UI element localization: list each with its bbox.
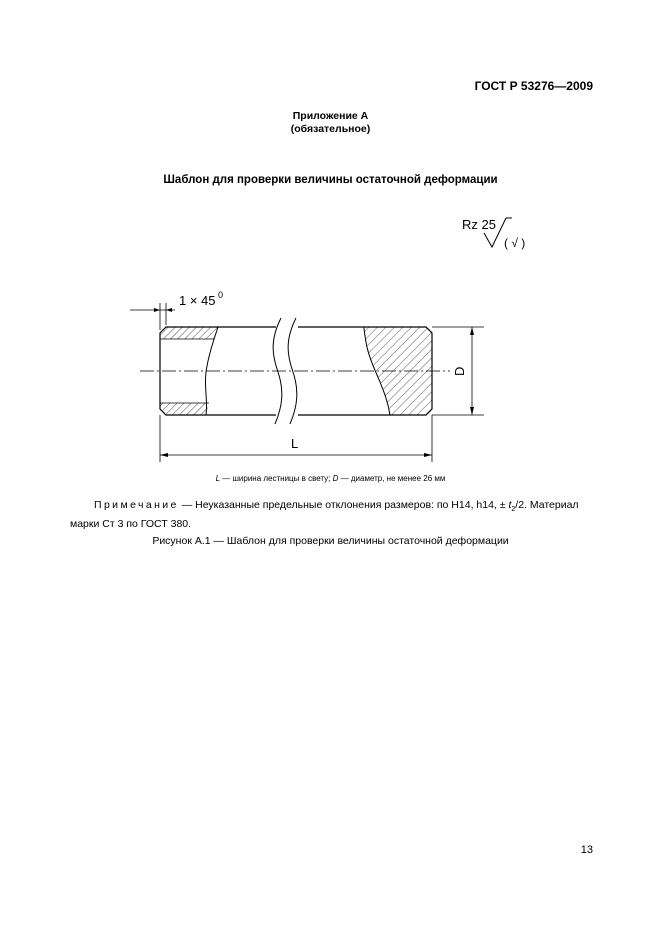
section-title: Шаблон для проверки величины остаточной деформации	[163, 174, 498, 186]
note-paragraph	[70, 498, 594, 531]
legend-l-text: — ширина лестницы в свету;	[220, 474, 333, 483]
legend-l-symbol: L	[215, 474, 221, 483]
page-number: 13	[580, 844, 593, 856]
dim-length-label: L	[291, 436, 299, 451]
note-t-subscript: 2	[511, 506, 516, 514]
note-t-symbol: t	[508, 499, 512, 511]
note-label: Примечание	[94, 499, 179, 511]
figure-caption: Рисунок А.1 — Шаблон для проверки величины остаточной деформации	[152, 535, 509, 547]
legend-d-text: — диаметр, не менее 26 мм	[338, 474, 446, 483]
part-body	[140, 318, 450, 424]
standard-code: ГОСТ Р 53276—2009	[474, 79, 593, 93]
chamfer-dimension	[130, 290, 223, 330]
legend-d-symbol: D	[332, 474, 339, 483]
note-text-after: /2. Материал марки Ст 3 по ГОСТ 380.	[70, 499, 579, 531]
figure-legend	[0, 474, 661, 483]
roughness-note: ( √ )	[504, 236, 526, 250]
dim-diameter-label: D	[452, 366, 467, 376]
chamfer-degree: 0	[218, 290, 224, 300]
appendix-status: (обязательное)	[290, 123, 371, 135]
roughness-symbol	[462, 217, 525, 250]
note-text-before: — Неуказанные предельные отклонения размеров: по H14, h14, ±	[178, 499, 509, 511]
roughness-label: Rz 25	[462, 217, 496, 232]
length-dimension	[160, 415, 432, 462]
appendix-title: Приложение А	[292, 110, 369, 122]
chamfer-label: 1 × 45	[179, 293, 216, 308]
